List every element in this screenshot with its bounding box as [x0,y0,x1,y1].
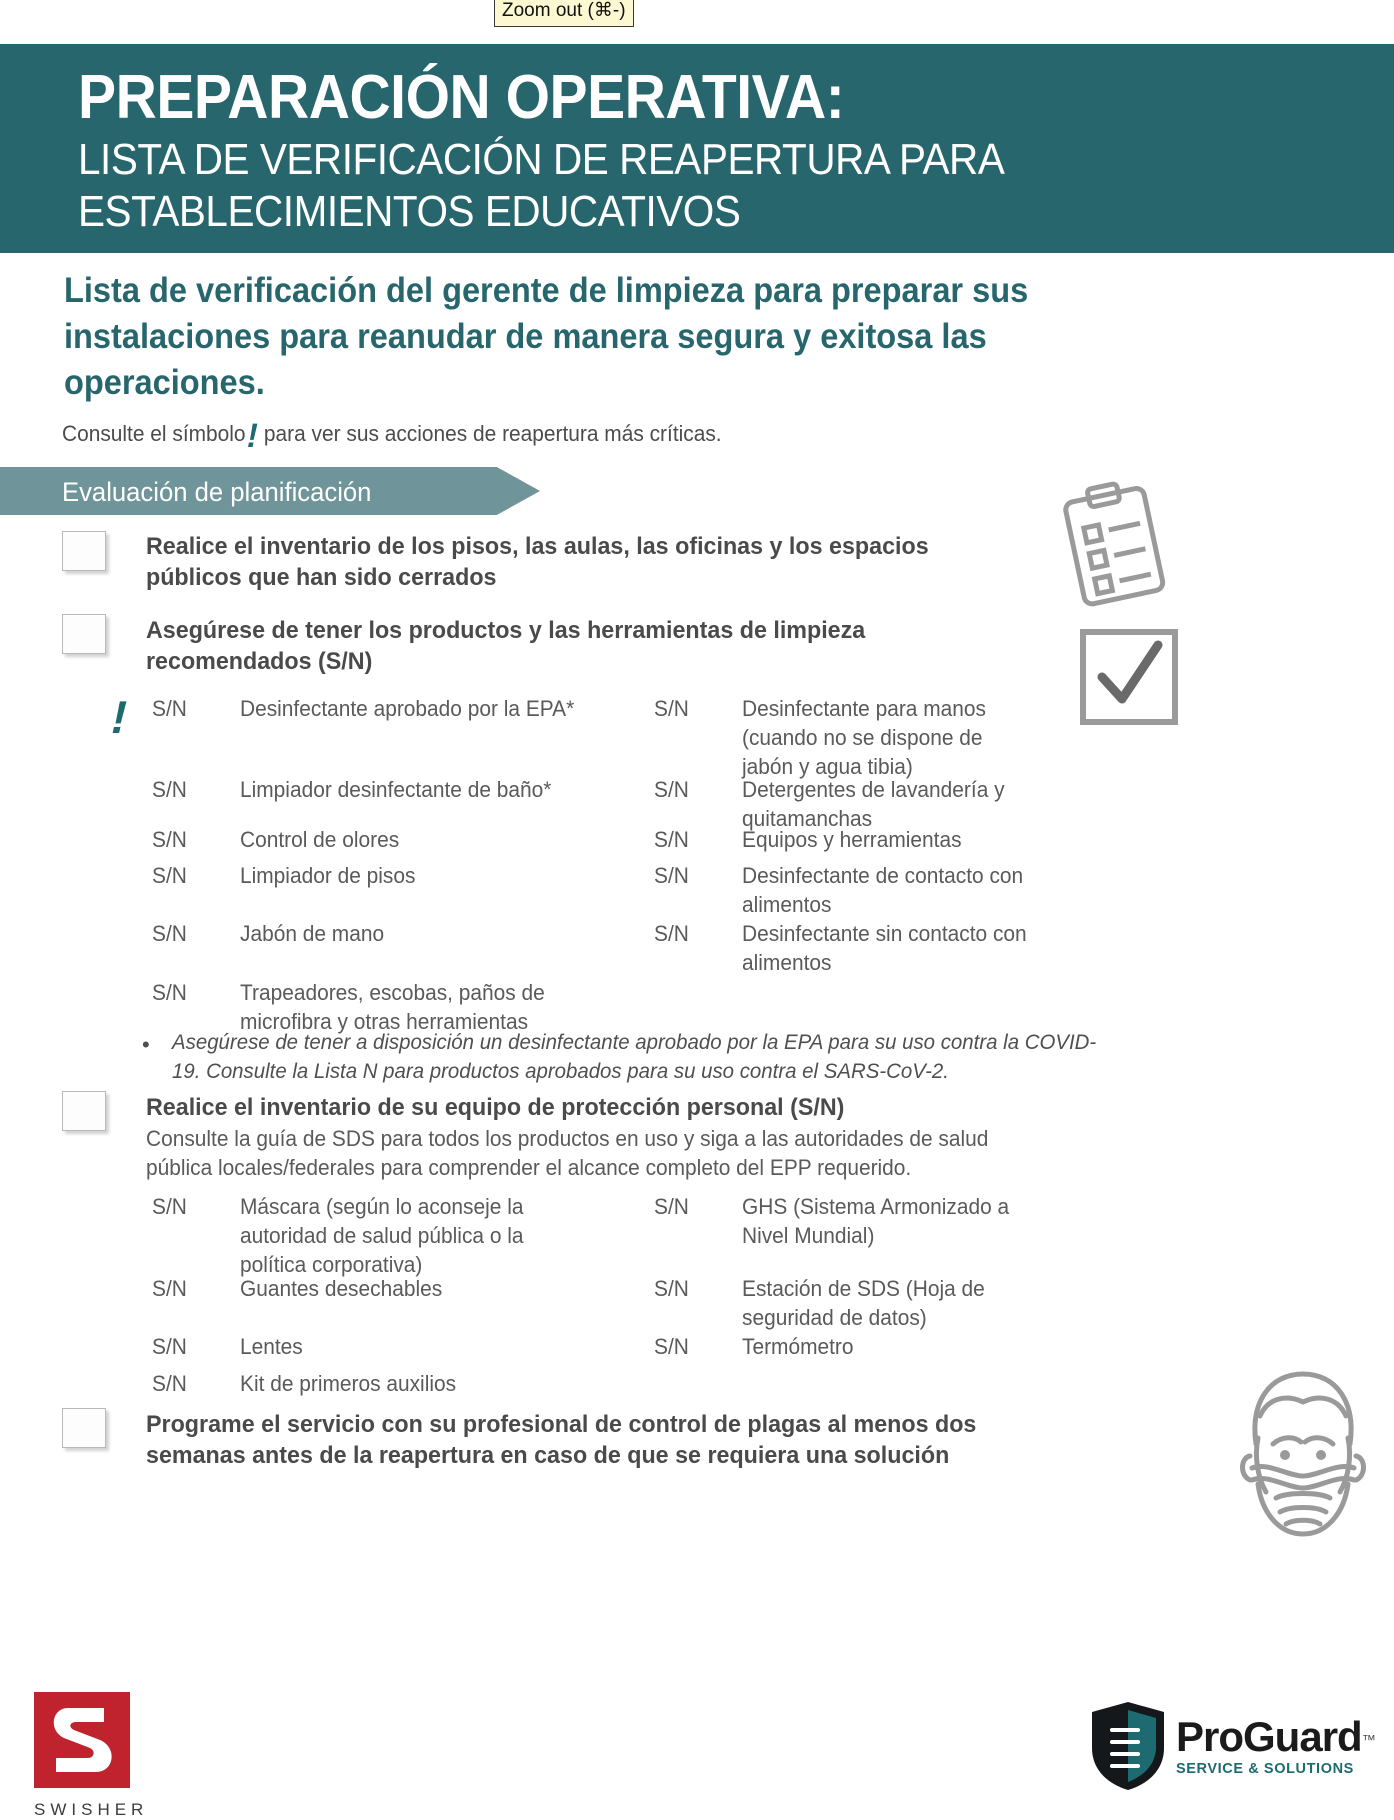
sn-label: GHS (Sistema Armonizado a Nivel Mundial) [742,1194,1010,1248]
sn-label: Equipos y herramientas [742,827,962,852]
sn-label: Limpiador de pisos [240,863,416,888]
sn-tag[interactable]: S/N [152,1334,187,1359]
proguard-name-row [1176,1712,1376,1760]
section-banner [0,467,540,515]
masthead-title-line-1: PREPARACIÓN OPERATIVA: [78,63,845,132]
sn-tag[interactable]: S/N [654,1276,689,1301]
sn-tag[interactable]: S/N [654,1194,689,1219]
sn-row-ppe-left-4 [152,1369,572,1398]
sn-tag[interactable]: S/N [654,696,689,721]
sn-tag[interactable]: S/N [152,921,187,946]
sn-row-ppe-right-1 [654,1192,1034,1250]
task-title-inventario-espacios: Realice el inventario de los pisos, las aulas, las oficinas y los espacios públicos que han sido cerrados [146,533,929,591]
sn-tag[interactable]: S/N [654,827,689,852]
sn-row-ppe-right-2 [654,1274,1034,1332]
sn-tag[interactable]: S/N [152,777,187,802]
sn-row-cleaning-right-3 [654,825,1054,854]
sn-label: Desinfectante aprobado por la EPA* [240,696,575,721]
sn-row-cleaning-left-3 [152,825,632,854]
epa-note-bullet: • [142,1032,150,1057]
sn-tag[interactable]: S/N [152,1276,187,1301]
checkbox-inventario-espacios[interactable] [62,531,106,571]
section-banner-label: Evaluación de planificación [62,477,372,507]
sn-row-cleaning-right-4 [654,861,1054,919]
sn-row-ppe-left-3 [152,1332,572,1361]
critical-action-icon: ! [243,417,263,455]
sn-label: Estación de SDS (Hoja de seguridad de datos) [742,1276,985,1330]
checkbox-productos-limpieza[interactable] [62,614,106,654]
masthead [0,44,1394,253]
swisher-mark-icon [34,1692,130,1788]
proguard-shield-icon [1090,1700,1166,1792]
task-title-control-plagas: Programe el servicio con su profesional de control de plagas al menos dos semanas antes de la reapertura en caso de que se requiera una solución [146,1411,977,1469]
subtitle: Lista de verificación del gerente de limpieza para preparar sus instalaciones para reanudar de manera segura y exitosa las operaciones. [64,271,1029,402]
sn-row-cleaning-left-5 [152,919,632,948]
sn-tag[interactable]: S/N [654,863,689,888]
swisher-wordmark: SWISHER [34,1800,149,1819]
sn-row-ppe-right-3 [654,1332,1034,1361]
sn-label: Limpiador desinfectante de baño* [240,777,552,802]
sn-tag[interactable]: S/N [152,827,187,852]
zoom-out-tooltip: Zoom out (⌘-) [494,0,634,27]
symbol-legend-after: para ver sus acciones de reapertura más críticas. [263,421,722,446]
task-subtext-inventario-epp: Consulte la guía de SDS para todos los productos en uso y siga a las autoridades de salud pública locales/federales para comprender el alcance completo del EPP requerido. [146,1126,989,1180]
swisher-logo [34,1692,149,1820]
sn-label: Lentes [240,1334,303,1359]
sn-label: Trapeadores, escobas, paños de microfibra y otras herramientas [240,980,545,1034]
sn-tag[interactable]: S/N [654,777,689,802]
symbol-legend-before: Consulte el símbolo [62,421,246,446]
epa-note-text: Asegúrese de tener a disposición un desinfectante aprobado por la EPA para su uso contra la COVID-19. Consulte la Lista N para productos aprobados para su uso contra el SARS-CoV-2. [172,1030,1097,1083]
masthead-title-line-2: LISTA DE VERIFICACIÓN DE REAPERTURA PARA [78,135,1005,184]
task-title-inventario-epp: Realice el inventario de su equipo de protección personal (S/N) [146,1094,845,1121]
sn-tag[interactable]: S/N [152,1194,187,1219]
sn-tag[interactable]: S/N [152,696,187,721]
sn-label: Guantes desechables [240,1276,443,1301]
clipboard-icon [1050,480,1180,610]
checkmark-box-icon [1078,627,1180,727]
proguard-name: ProGuard [1176,1712,1362,1760]
proguard-wordmark-block [1176,1712,1376,1777]
masked-face-icon [1228,1358,1378,1548]
sn-label: Desinfectante para manos (cuando no se dispone de jabón y agua tibia) [742,696,986,779]
sn-tag[interactable]: S/N [152,980,187,1005]
sn-row-cleaning-right-5 [654,919,1054,977]
sn-tag[interactable]: S/N [654,921,689,946]
masthead-title-line-3: ESTABLECIMIENTOS EDUCATIVOS [78,187,741,236]
sn-tag[interactable]: S/N [152,1371,187,1396]
swisher-s-icon [34,1692,130,1788]
sn-row-ppe-left-2 [152,1274,572,1303]
sn-label: Termómetro [742,1334,854,1359]
critical-marker-icon: ! [105,691,134,743]
sn-tag[interactable]: S/N [654,1334,689,1359]
sn-label: Desinfectante de contacto con alimentos [742,863,1024,917]
task-title-productos-limpieza: Asegúrese de tener los productos y las herramientas de limpieza recomendados (S/N) [146,617,866,675]
sn-label: Desinfectante sin contacto con alimentos [742,921,1027,975]
sn-label: Control de olores [240,827,400,852]
proguard-trademark: ™ [1361,1731,1376,1748]
sn-label: Máscara (según lo aconseje la autoridad de salud pública o la política corporativa) [240,1194,524,1277]
sn-row-cleaning-left-1 [152,694,632,723]
proguard-logo [1090,1700,1376,1792]
sn-label: Kit de primeros auxilios [240,1371,457,1396]
sn-row-cleaning-left-4 [152,861,632,890]
proguard-tagline: SERVICE & SOLUTIONS [1176,1760,1354,1777]
checkbox-control-plagas[interactable] [62,1408,106,1448]
sn-row-ppe-left-1 [152,1192,572,1279]
sn-tag[interactable]: S/N [152,863,187,888]
checkbox-inventario-epp[interactable] [62,1091,106,1131]
symbol-legend [62,417,1107,455]
sn-row-cleaning-left-2 [152,775,632,804]
sn-row-cleaning-right-1 [654,694,1054,781]
sn-label: Detergentes de lavandería y quitamanchas [742,777,1005,831]
sn-label: Jabón de mano [240,921,385,946]
